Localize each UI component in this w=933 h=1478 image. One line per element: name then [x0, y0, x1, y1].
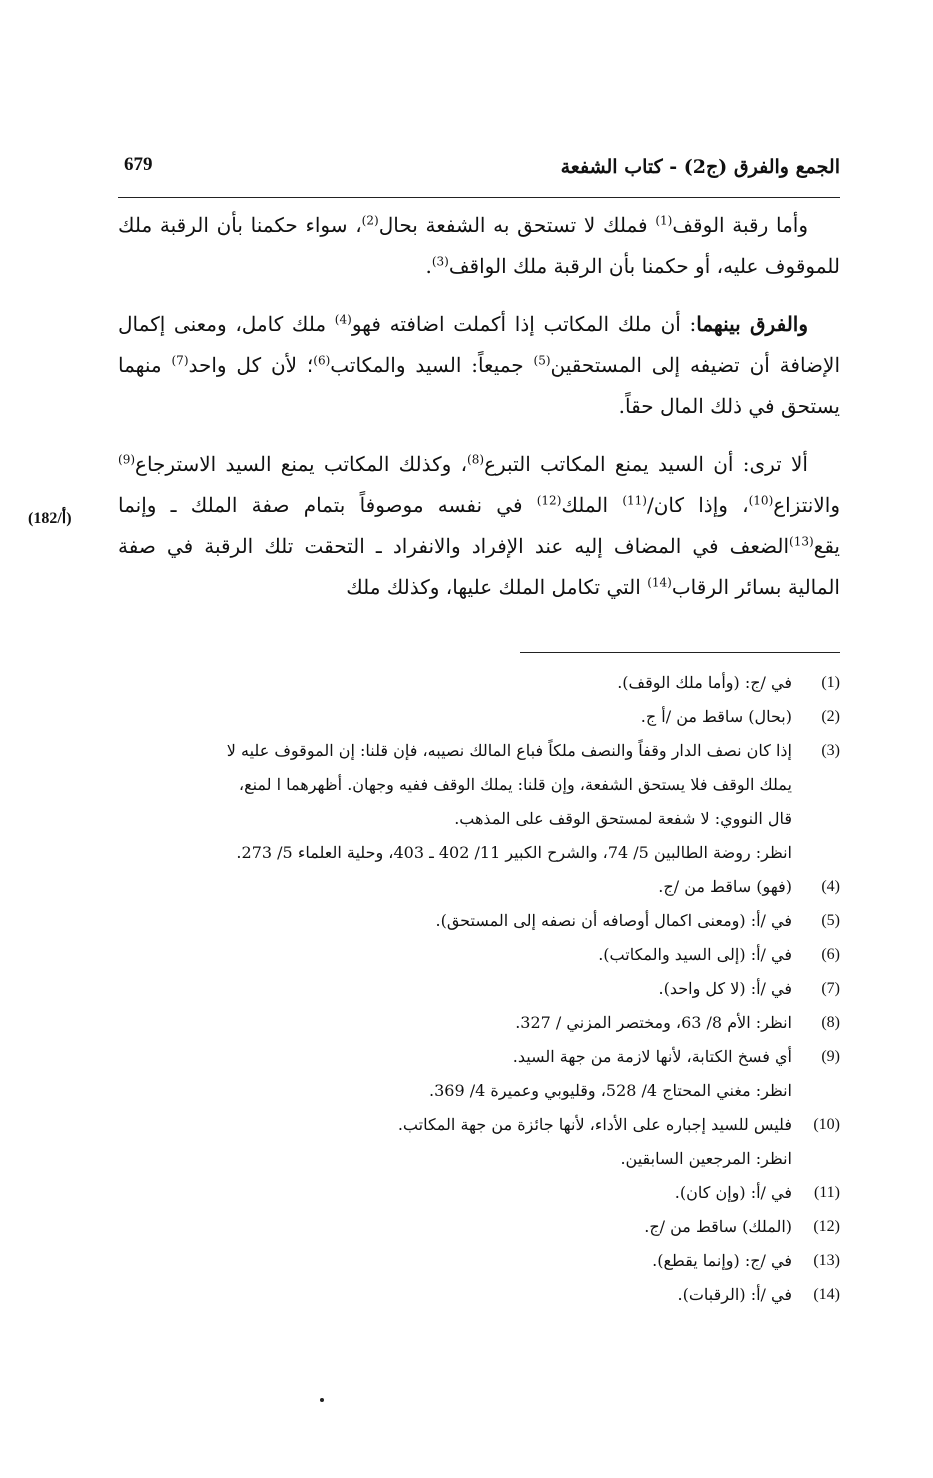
footnote-ref: (4) — [334, 312, 352, 327]
text-run: : أن ملك المكاتب إذا أكملت اضافته فهو — [351, 312, 697, 336]
footnote-item — [118, 972, 840, 1006]
footnote-ref: (11) — [622, 493, 647, 508]
header-rule — [118, 197, 840, 198]
footnote-line: إذا كان نصف الدار وقفاً والنصف ملكاً فباع المالك نصيبه، فإن قلنا: إن الموقوف عليه لا — [226, 741, 792, 760]
footnote-text — [118, 1244, 792, 1278]
footnote-item — [118, 1278, 840, 1312]
footnote-ref: (1) — [655, 213, 673, 228]
footnote-number: (3) — [821, 742, 840, 759]
footnote-item — [118, 1176, 840, 1210]
footnote-line: في /أ: (الرقبات). — [677, 1285, 792, 1304]
footnote-line: قال النووي: لا شفعة لمستحق الوقف على المذهب. — [454, 809, 792, 828]
footnote-number: (5) — [821, 912, 840, 929]
footnote-text — [118, 1176, 792, 1210]
footnote-line: أي فسخ الكتابة، لأنها لازمة من جهة السيد. — [512, 1047, 792, 1066]
footnote-item — [118, 1006, 840, 1040]
manuscript-folio-note: (182/أ) — [28, 510, 72, 527]
footnote-number: (10) — [813, 1116, 840, 1133]
bold-lead: والفرق بينهما — [696, 312, 809, 336]
page-speck — [320, 1398, 324, 1402]
text-run: ، وكذلك المكاتب يمنع السيد الاسترجاع — [135, 452, 468, 476]
footnote-number: (6) — [821, 946, 840, 963]
footnote-item — [118, 666, 840, 700]
footnote-item — [118, 870, 840, 904]
text-run: والانتزاع — [773, 493, 840, 517]
footnote-number: (2) — [821, 708, 840, 725]
footnote-line: في /أ: (إلى السيد والمكاتب). — [598, 945, 792, 964]
footnote-number: (11) — [813, 1184, 840, 1201]
footnote-line: في /ج: (وإنما يقطع). — [652, 1251, 792, 1270]
footnote-text — [118, 1108, 792, 1176]
footnotes — [118, 666, 840, 1312]
text-run: ألا ترى: أن السيد يمنع المكاتب التبرع — [484, 452, 808, 476]
footnote-number: (7) — [821, 980, 840, 997]
footnote-text — [118, 700, 792, 734]
footnote-ref: (8) — [467, 452, 485, 467]
footnote-line: في /أ: (وإن كان). — [674, 1183, 792, 1202]
footnote-line: في /أ: (لا كل واحد). — [658, 979, 792, 998]
footnote-line: انظر: روضة الطالبين 5/ 74، والشرح الكبير 11/ 402 ـ 403، وحلية العلماء 5/ 273. — [236, 843, 792, 862]
text-run: ، وإذا كان/ — [646, 493, 749, 517]
footnote-line: فليس للسيد إجباره على الأداء، لأنها جائزة من جهة المكاتب. — [397, 1115, 792, 1134]
page-header — [118, 150, 840, 190]
footnote-text — [118, 734, 792, 870]
footnote-ref: (14) — [647, 575, 672, 590]
text-run: جميعاً: السيد والمكاتب — [330, 353, 534, 377]
footnote-ref: (13) — [789, 534, 814, 549]
footnote-text — [118, 972, 792, 1006]
text-run: منهما يستحق في ذلك المال حقاً. — [118, 353, 840, 418]
text-run: التي تكامل الملك عليها، وكذلك ملك — [346, 575, 648, 599]
footnote-ref: (7) — [171, 353, 189, 368]
footnote-rule — [520, 652, 840, 653]
footnote-line: انظر: المرجعين السابقين. — [620, 1149, 792, 1168]
text-run: ، سواء حكمنا بأن الرقبة ملك للموقوف عليه، أو حكمنا بأن الرقبة ملك الواقف — [118, 213, 840, 278]
footnote-text — [118, 938, 792, 972]
footnote-line: انظر: الأم 8/ 63، ومختصر المزني / 327. — [515, 1013, 792, 1032]
text-run: الملك — [561, 493, 623, 517]
footnote-number: (4) — [821, 878, 840, 895]
paragraph-2 — [118, 304, 840, 427]
footnote-ref: (9) — [118, 452, 136, 467]
page-number: 679 — [124, 154, 153, 175]
footnote-item — [118, 1040, 840, 1108]
footnote-text — [118, 1006, 792, 1040]
footnote-text — [118, 1040, 792, 1108]
main-text — [118, 205, 840, 625]
text-run: فملك لا تستحق به الشفعة بحال — [378, 213, 656, 237]
footnote-line: (فهو) ساقط من /ج. — [658, 877, 792, 896]
text-run: ملك كامل، ومعنى إكمال الإضافة أن تضيفه إلى المستحقين — [118, 312, 841, 377]
footnote-ref: (3) — [431, 254, 449, 269]
text-run: في نفسه موصوفاً بتمام صفة الملك ـ وإنما يقع — [118, 493, 840, 558]
running-title: الجمع والفرق (ج2) - كتاب الشفعة — [560, 156, 840, 178]
footnote-line: في /ج: (وأما ملك الوقف). — [617, 673, 792, 692]
footnote-line: (الملك) ساقط من /ج. — [644, 1217, 792, 1236]
footnote-item — [118, 904, 840, 938]
footnote-item — [118, 1244, 840, 1278]
footnote-ref: (6) — [313, 353, 331, 368]
footnote-ref: (2) — [361, 213, 379, 228]
footnote-line: يملك الوقف فلا يستحق الشفعة، وإن قلنا: يملك الوقف ففيه وجهان. أظهرهما ا لمنع، — [238, 775, 792, 794]
footnote-number: (13) — [813, 1252, 840, 1269]
footnote-number: (14) — [813, 1286, 840, 1303]
paragraph-3 — [118, 444, 840, 608]
footnote-item — [118, 700, 840, 734]
footnote-number: (8) — [821, 1014, 840, 1031]
footnote-line: انظر: مغني المحتاج 4/ 528، وقليوبي وعميرة 4/ 369. — [429, 1081, 792, 1100]
footnote-ref: (12) — [536, 493, 562, 508]
footnote-text — [118, 666, 792, 700]
text-run: وأما رقبة الوقف — [672, 213, 808, 237]
text-run: ؛ لأن كل واحد — [188, 353, 314, 377]
text-run: . — [425, 254, 432, 278]
footnote-text — [118, 1278, 792, 1312]
footnote-number: (9) — [821, 1048, 840, 1065]
footnote-item — [118, 1108, 840, 1176]
text-run: الضعف في المضاف إليه عند الإفراد والانفراد ـ التحقت تلك الرقبة في صفة المالية بسائر الرقاب — [118, 534, 840, 599]
paragraph-1 — [118, 205, 840, 287]
footnote-text — [118, 870, 792, 904]
footnote-ref: (10) — [748, 493, 774, 508]
footnote-item — [118, 938, 840, 972]
footnote-number: (1) — [821, 674, 840, 691]
footnote-item — [118, 1210, 840, 1244]
footnote-number: (12) — [813, 1218, 840, 1235]
footnote-text — [118, 904, 792, 938]
footnote-item — [118, 734, 840, 870]
footnote-ref: (5) — [533, 353, 551, 368]
footnote-text — [118, 1210, 792, 1244]
footnote-line: في /أ: (ومعنى اكمال أوصافه أن نصفه إلى المستحق). — [435, 911, 792, 930]
footnote-line: (بحال) ساقط من /أ ج. — [640, 707, 792, 726]
